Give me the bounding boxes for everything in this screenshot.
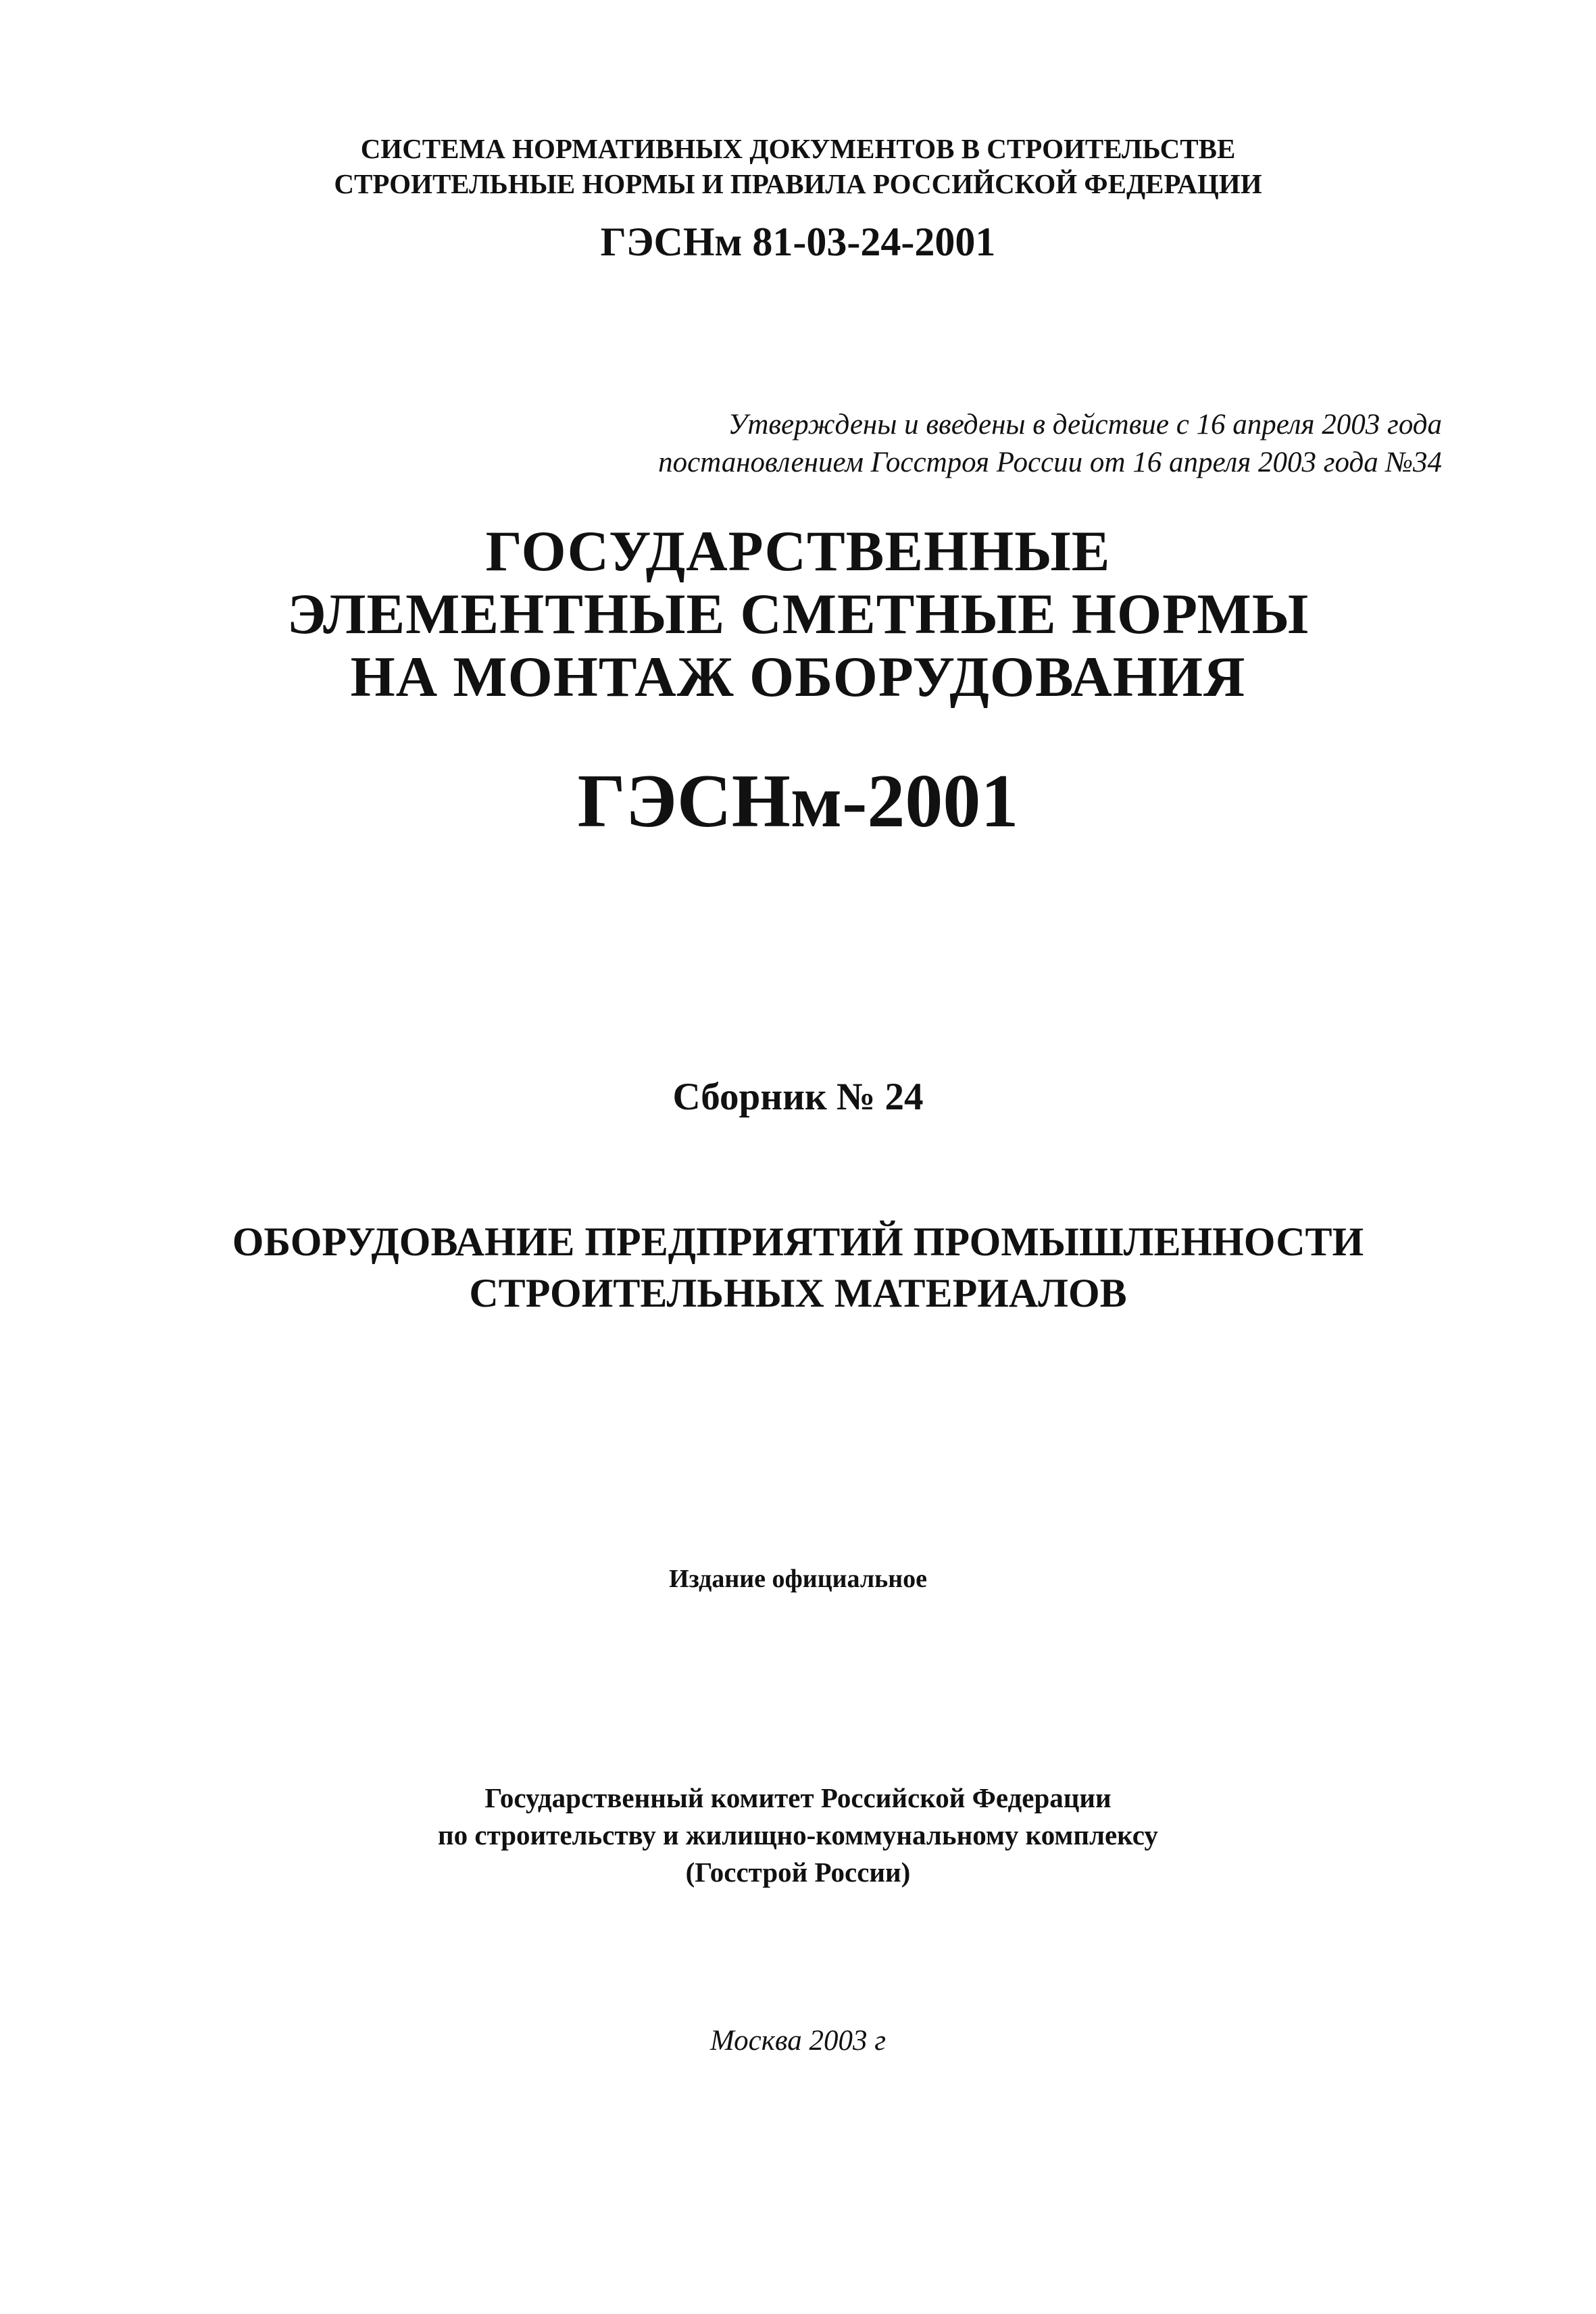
main-title-line-3: НА МОНТАЖ ОБОРУДОВАНИЯ [350, 645, 1246, 709]
publisher-line-1: Государственный комитет Российской Федерации [484, 1782, 1112, 1813]
publisher-line-2: по строительству и жилищно-коммунальному комплексу [438, 1819, 1158, 1851]
publisher-line-3: (Госстрой России) [685, 1857, 911, 1888]
edition-label: Издание официальное [668, 1565, 927, 1593]
approval-line-1: Утверждены и введены в действие с 16 апреля 2003 года [728, 409, 1442, 441]
subject-line-1: ОБОРУДОВАНИЕ ПРЕДПРИЯТИЙ ПРОМЫШЛЕННОСТИ [232, 1219, 1364, 1264]
approval-line-2: постановлением Госстроя России от 16 апреля 2003 года №34 [658, 447, 1442, 478]
main-title-line-2: ЭЛЕМЕНТНЫЕ СМЕТНЫЕ НОРМЫ [286, 582, 1310, 646]
system-title-line-1: СИСТЕМА НОРМАТИВНЫХ ДОКУМЕНТОВ В СТРОИТЕЛЬСТВЕ [360, 133, 1236, 164]
system-title-line-2: СТРОИТЕЛЬНЫЕ НОРМЫ И ПРАВИЛА РОССИЙСКОЙ ФЕДЕРАЦИИ [334, 168, 1262, 199]
main-title-line-1: ГОСУДАРСТВЕННЫЕ [485, 520, 1111, 583]
collection-number: Сборник № 24 [672, 1076, 924, 1118]
city-year: Москва 2003 г [709, 2025, 887, 2057]
short-code-title: ГЭСНм-2001 [577, 759, 1019, 843]
document-code: ГЭСНм 81-03-24-2001 [600, 220, 996, 264]
subject-line-2: СТРОИТЕЛЬНЫХ МАТЕРИАЛОВ [469, 1271, 1127, 1315]
